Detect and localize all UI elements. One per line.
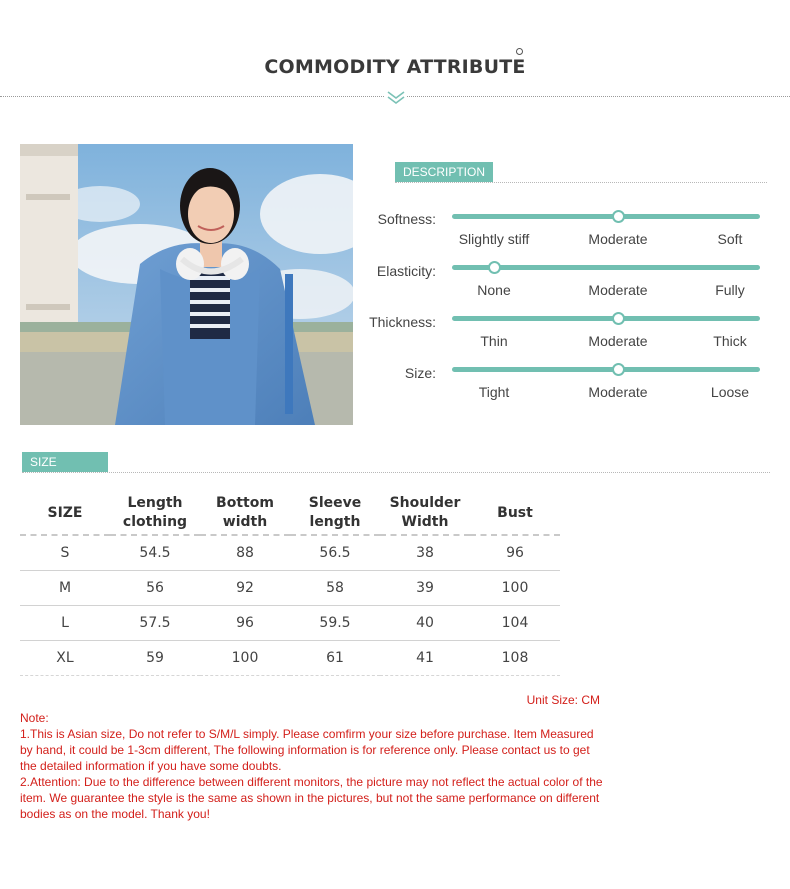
elasticity-option-1: None — [477, 282, 511, 298]
table-cell: 57.5 — [110, 606, 200, 641]
size-filter-divider — [22, 472, 770, 473]
size-fit-option-1: Tight — [478, 384, 510, 400]
description-tag: DESCRIPTION — [395, 162, 493, 182]
title-circle-ornament — [516, 48, 523, 55]
note-title: Note: — [20, 711, 49, 725]
size-fit-label: Size: — [404, 365, 436, 381]
softness-slider-knob — [612, 210, 625, 223]
elasticity-label: Elasticity: — [376, 263, 436, 279]
thickness-slider — [452, 316, 760, 321]
product-photo — [20, 144, 353, 425]
header-bust: Bust — [470, 492, 560, 535]
table-cell: 88 — [200, 535, 290, 571]
table-cell: 59.5 — [290, 606, 380, 641]
thickness-slider-knob — [612, 312, 625, 325]
header-length-clothing: Length clothing — [110, 492, 200, 535]
size-fit-option-3: Loose — [710, 384, 750, 400]
table-cell: 56 — [110, 571, 200, 606]
elasticity-slider-knob — [488, 261, 501, 274]
table-cell: 54.5 — [110, 535, 200, 571]
softness-option-2: Moderate — [588, 231, 648, 247]
size-table-header — [20, 492, 560, 535]
unit-size-label: Unit Size: CM — [526, 693, 600, 707]
table-cell: 100 — [470, 571, 560, 606]
table-cell: 92 — [200, 571, 290, 606]
table-cell: 108 — [470, 641, 560, 676]
note-item-1: 1.This is Asian size, Do not refer to S/M/L simply. Please comfirm your size before purchase. Item Measured by hand, it could be 1-3cm different, The following information is for reference only. Please contact us to get the detailed information if you have some doubts. — [20, 727, 594, 773]
table-cell: S — [20, 535, 110, 571]
header-sleeve-length: Sleeve length — [290, 492, 380, 535]
table-cell: 40 — [380, 606, 470, 641]
table-cell: 96 — [470, 535, 560, 571]
table-cell: 96 — [200, 606, 290, 641]
size-filter-tag: SIZE FILTER — [22, 452, 108, 472]
table-cell: L — [20, 606, 110, 641]
table-row — [20, 606, 560, 641]
thickness-option-2: Moderate — [588, 333, 648, 349]
table-cell: 100 — [200, 641, 290, 676]
elasticity-option-3: Fully — [715, 282, 745, 298]
table-cell: 39 — [380, 571, 470, 606]
table-cell: 104 — [470, 606, 560, 641]
header-bottom-width: Bottom width — [200, 492, 290, 535]
table-cell: XL — [20, 641, 110, 676]
elasticity-option-2: Moderate — [588, 282, 648, 298]
header-shoulder-width: Shoulder Width — [380, 492, 470, 535]
table-cell: 59 — [110, 641, 200, 676]
thickness-option-3: Thick — [713, 333, 747, 349]
size-fit-option-2: Moderate — [588, 384, 648, 400]
table-row — [20, 641, 560, 676]
table-row — [20, 535, 560, 571]
size-fit-slider — [452, 367, 760, 372]
table-cell: 41 — [380, 641, 470, 676]
softness-slider — [452, 214, 760, 219]
page-title: COMMODITY ATTRIBUTE — [264, 56, 526, 78]
softness-option-3: Soft — [717, 231, 743, 247]
table-row — [20, 571, 560, 606]
thickness-label: Thickness: — [369, 314, 436, 330]
chevron-down-icon — [385, 88, 407, 106]
note-item-2: 2.Attention: Due to the difference between different monitors, the picture may not reflect the actual color of the item. We guarantee the style is the same as shown in the pictures, but not the same performance on different bodies as on the model. Thank you! — [20, 775, 603, 821]
size-table — [20, 492, 560, 676]
table-cell: 61 — [290, 641, 380, 676]
header-size: SIZE — [20, 492, 110, 535]
size-fit-slider-knob — [612, 363, 625, 376]
softness-label: Softness: — [377, 211, 436, 227]
thickness-option-1: Thin — [480, 333, 508, 349]
table-cell: 58 — [290, 571, 380, 606]
note-block — [20, 710, 605, 822]
softness-option-1: Slightly stiff — [458, 231, 530, 247]
table-cell: M — [20, 571, 110, 606]
table-cell: 38 — [380, 535, 470, 571]
description-divider — [395, 182, 767, 183]
table-cell: 56.5 — [290, 535, 380, 571]
